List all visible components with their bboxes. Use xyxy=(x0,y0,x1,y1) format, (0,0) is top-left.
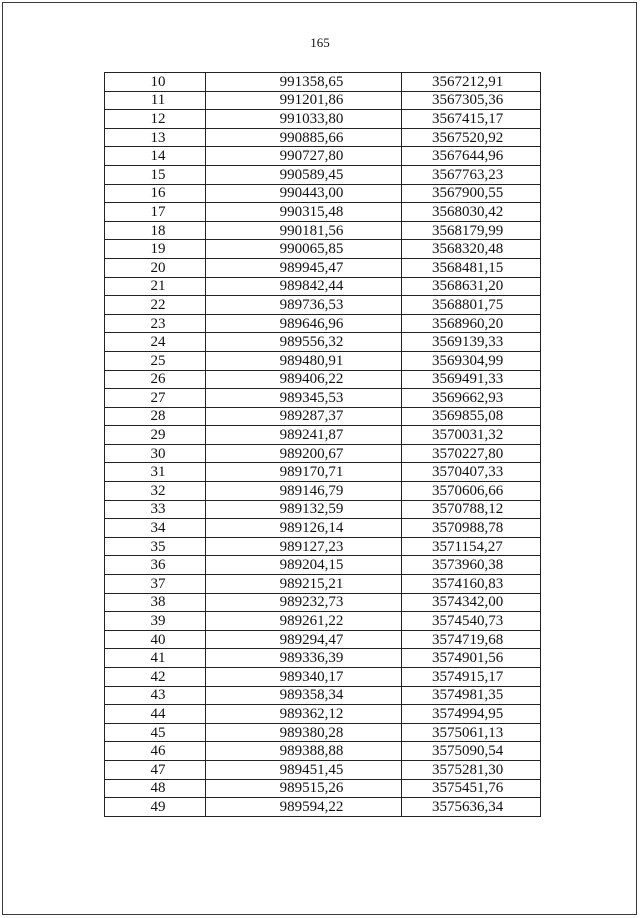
point-number-cell: 37 xyxy=(105,575,206,594)
point-number-cell: 23 xyxy=(105,314,206,333)
point-number-cell: 42 xyxy=(105,668,206,687)
y-coordinate-cell: 3569662,93 xyxy=(402,389,541,408)
table-row xyxy=(105,798,541,817)
table-row xyxy=(105,165,541,184)
y-coordinate-cell: 3568631,20 xyxy=(402,277,541,296)
y-coordinate-cell: 3570988,78 xyxy=(402,519,541,538)
point-number-cell: 13 xyxy=(105,128,206,147)
point-number-cell: 34 xyxy=(105,519,206,538)
x-coordinate-cell: 989380,28 xyxy=(206,723,402,742)
y-coordinate-cell: 3575061,13 xyxy=(402,723,541,742)
table-row xyxy=(105,649,541,668)
point-number-cell: 27 xyxy=(105,389,206,408)
x-coordinate-cell: 989406,22 xyxy=(206,370,402,389)
x-coordinate-cell: 990443,00 xyxy=(206,184,402,203)
x-coordinate-cell: 989232,73 xyxy=(206,593,402,612)
point-number-cell: 25 xyxy=(105,351,206,370)
point-number-cell: 12 xyxy=(105,110,206,129)
point-number-cell: 46 xyxy=(105,742,206,761)
x-coordinate-cell: 989345,53 xyxy=(206,389,402,408)
x-coordinate-cell: 989480,91 xyxy=(206,351,402,370)
y-coordinate-cell: 3567763,23 xyxy=(402,165,541,184)
table-row xyxy=(105,296,541,315)
point-number-cell: 17 xyxy=(105,203,206,222)
table-row xyxy=(105,426,541,445)
y-coordinate-cell: 3574994,95 xyxy=(402,705,541,724)
point-number-cell: 24 xyxy=(105,333,206,352)
y-coordinate-cell: 3567415,17 xyxy=(402,110,541,129)
table-row xyxy=(105,463,541,482)
x-coordinate-cell: 989127,23 xyxy=(206,537,402,556)
y-coordinate-cell: 3574981,35 xyxy=(402,686,541,705)
x-coordinate-cell: 989842,44 xyxy=(206,277,402,296)
x-coordinate-cell: 989204,15 xyxy=(206,556,402,575)
point-number-cell: 15 xyxy=(105,165,206,184)
table-row xyxy=(105,537,541,556)
x-coordinate-cell: 989736,53 xyxy=(206,296,402,315)
point-number-cell: 26 xyxy=(105,370,206,389)
y-coordinate-cell: 3574901,56 xyxy=(402,649,541,668)
y-coordinate-cell: 3569855,08 xyxy=(402,407,541,426)
y-coordinate-cell: 3567212,91 xyxy=(402,73,541,92)
y-coordinate-cell: 3570407,33 xyxy=(402,463,541,482)
y-coordinate-cell: 3567644,96 xyxy=(402,147,541,166)
x-coordinate-cell: 989294,47 xyxy=(206,630,402,649)
y-coordinate-cell: 3570031,32 xyxy=(402,426,541,445)
table-row xyxy=(105,314,541,333)
y-coordinate-cell: 3568801,75 xyxy=(402,296,541,315)
table-row xyxy=(105,575,541,594)
table-row xyxy=(105,593,541,612)
point-number-cell: 44 xyxy=(105,705,206,724)
table-row xyxy=(105,203,541,222)
y-coordinate-cell: 3574342,00 xyxy=(402,593,541,612)
y-coordinate-cell: 3573960,38 xyxy=(402,556,541,575)
y-coordinate-cell: 3569304,99 xyxy=(402,351,541,370)
y-coordinate-cell: 3570227,80 xyxy=(402,444,541,463)
table-row xyxy=(105,500,541,519)
table-row xyxy=(105,258,541,277)
table-row xyxy=(105,221,541,240)
y-coordinate-cell: 3571154,27 xyxy=(402,537,541,556)
point-number-cell: 41 xyxy=(105,649,206,668)
table-row xyxy=(105,91,541,110)
x-coordinate-cell: 989594,22 xyxy=(206,798,402,817)
table-row xyxy=(105,612,541,631)
x-coordinate-cell: 990065,85 xyxy=(206,240,402,259)
table-row xyxy=(105,407,541,426)
table-row xyxy=(105,128,541,147)
point-number-cell: 47 xyxy=(105,760,206,779)
y-coordinate-cell: 3574719,68 xyxy=(402,630,541,649)
y-coordinate-cell: 3567305,36 xyxy=(402,91,541,110)
x-coordinate-cell: 989132,59 xyxy=(206,500,402,519)
point-number-cell: 36 xyxy=(105,556,206,575)
table-row xyxy=(105,73,541,92)
x-coordinate-cell: 989126,14 xyxy=(206,519,402,538)
point-number-cell: 45 xyxy=(105,723,206,742)
y-coordinate-cell: 3574160,83 xyxy=(402,575,541,594)
point-number-cell: 48 xyxy=(105,779,206,798)
point-number-cell: 20 xyxy=(105,258,206,277)
table-row xyxy=(105,184,541,203)
table-row xyxy=(105,277,541,296)
x-coordinate-cell: 990315,48 xyxy=(206,203,402,222)
point-number-cell: 29 xyxy=(105,426,206,445)
y-coordinate-cell: 3569491,33 xyxy=(402,370,541,389)
coordinates-table xyxy=(104,72,541,817)
point-number-cell: 33 xyxy=(105,500,206,519)
y-coordinate-cell: 3567900,55 xyxy=(402,184,541,203)
x-coordinate-cell: 989358,34 xyxy=(206,686,402,705)
table-row xyxy=(105,333,541,352)
y-coordinate-cell: 3575281,30 xyxy=(402,760,541,779)
point-number-cell: 18 xyxy=(105,221,206,240)
point-number-cell: 40 xyxy=(105,630,206,649)
point-number-cell: 31 xyxy=(105,463,206,482)
point-number-cell: 39 xyxy=(105,612,206,631)
x-coordinate-cell: 990885,66 xyxy=(206,128,402,147)
coordinates-table-body xyxy=(105,73,541,817)
table-row xyxy=(105,705,541,724)
point-number-cell: 32 xyxy=(105,482,206,501)
point-number-cell: 10 xyxy=(105,73,206,92)
y-coordinate-cell: 3575636,34 xyxy=(402,798,541,817)
x-coordinate-cell: 989241,87 xyxy=(206,426,402,445)
table-row xyxy=(105,779,541,798)
table-row xyxy=(105,370,541,389)
x-coordinate-cell: 989945,47 xyxy=(206,258,402,277)
table-row xyxy=(105,686,541,705)
point-number-cell: 11 xyxy=(105,91,206,110)
x-coordinate-cell: 990181,56 xyxy=(206,221,402,240)
x-coordinate-cell: 989287,37 xyxy=(206,407,402,426)
table-row xyxy=(105,110,541,129)
x-coordinate-cell: 989388,88 xyxy=(206,742,402,761)
y-coordinate-cell: 3574540,73 xyxy=(402,612,541,631)
table-row xyxy=(105,742,541,761)
y-coordinate-cell: 3568960,20 xyxy=(402,314,541,333)
x-coordinate-cell: 991201,86 xyxy=(206,91,402,110)
point-number-cell: 38 xyxy=(105,593,206,612)
point-number-cell: 28 xyxy=(105,407,206,426)
x-coordinate-cell: 989170,71 xyxy=(206,463,402,482)
table-row xyxy=(105,630,541,649)
x-coordinate-cell: 991033,80 xyxy=(206,110,402,129)
point-number-cell: 16 xyxy=(105,184,206,203)
point-number-cell: 30 xyxy=(105,444,206,463)
y-coordinate-cell: 3575451,76 xyxy=(402,779,541,798)
y-coordinate-cell: 3567520,92 xyxy=(402,128,541,147)
table-row xyxy=(105,519,541,538)
y-coordinate-cell: 3574915,17 xyxy=(402,668,541,687)
table-row xyxy=(105,240,541,259)
point-number-cell: 22 xyxy=(105,296,206,315)
table-row xyxy=(105,556,541,575)
point-number-cell: 35 xyxy=(105,537,206,556)
point-number-cell: 21 xyxy=(105,277,206,296)
table-row xyxy=(105,389,541,408)
y-coordinate-cell: 3575090,54 xyxy=(402,742,541,761)
x-coordinate-cell: 991358,65 xyxy=(206,73,402,92)
table-row xyxy=(105,147,541,166)
point-number-cell: 49 xyxy=(105,798,206,817)
x-coordinate-cell: 989215,21 xyxy=(206,575,402,594)
point-number-cell: 43 xyxy=(105,686,206,705)
y-coordinate-cell: 3568481,15 xyxy=(402,258,541,277)
x-coordinate-cell: 989556,32 xyxy=(206,333,402,352)
x-coordinate-cell: 989200,67 xyxy=(206,444,402,463)
point-number-cell: 14 xyxy=(105,147,206,166)
table-row xyxy=(105,482,541,501)
table-row xyxy=(105,760,541,779)
y-coordinate-cell: 3570606,66 xyxy=(402,482,541,501)
x-coordinate-cell: 989646,96 xyxy=(206,314,402,333)
y-coordinate-cell: 3568320,48 xyxy=(402,240,541,259)
table-row xyxy=(105,444,541,463)
table-row xyxy=(105,723,541,742)
y-coordinate-cell: 3568030,42 xyxy=(402,203,541,222)
x-coordinate-cell: 989340,17 xyxy=(206,668,402,687)
x-coordinate-cell: 989146,79 xyxy=(206,482,402,501)
table-row xyxy=(105,351,541,370)
y-coordinate-cell: 3570788,12 xyxy=(402,500,541,519)
x-coordinate-cell: 990589,45 xyxy=(206,165,402,184)
x-coordinate-cell: 990727,80 xyxy=(206,147,402,166)
x-coordinate-cell: 989261,22 xyxy=(206,612,402,631)
table-row xyxy=(105,668,541,687)
x-coordinate-cell: 989362,12 xyxy=(206,705,402,724)
x-coordinate-cell: 989451,45 xyxy=(206,760,402,779)
x-coordinate-cell: 989336,39 xyxy=(206,649,402,668)
page-number: 165 xyxy=(310,35,330,50)
x-coordinate-cell: 989515,26 xyxy=(206,779,402,798)
y-coordinate-cell: 3568179,99 xyxy=(402,221,541,240)
y-coordinate-cell: 3569139,33 xyxy=(402,333,541,352)
point-number-cell: 19 xyxy=(105,240,206,259)
